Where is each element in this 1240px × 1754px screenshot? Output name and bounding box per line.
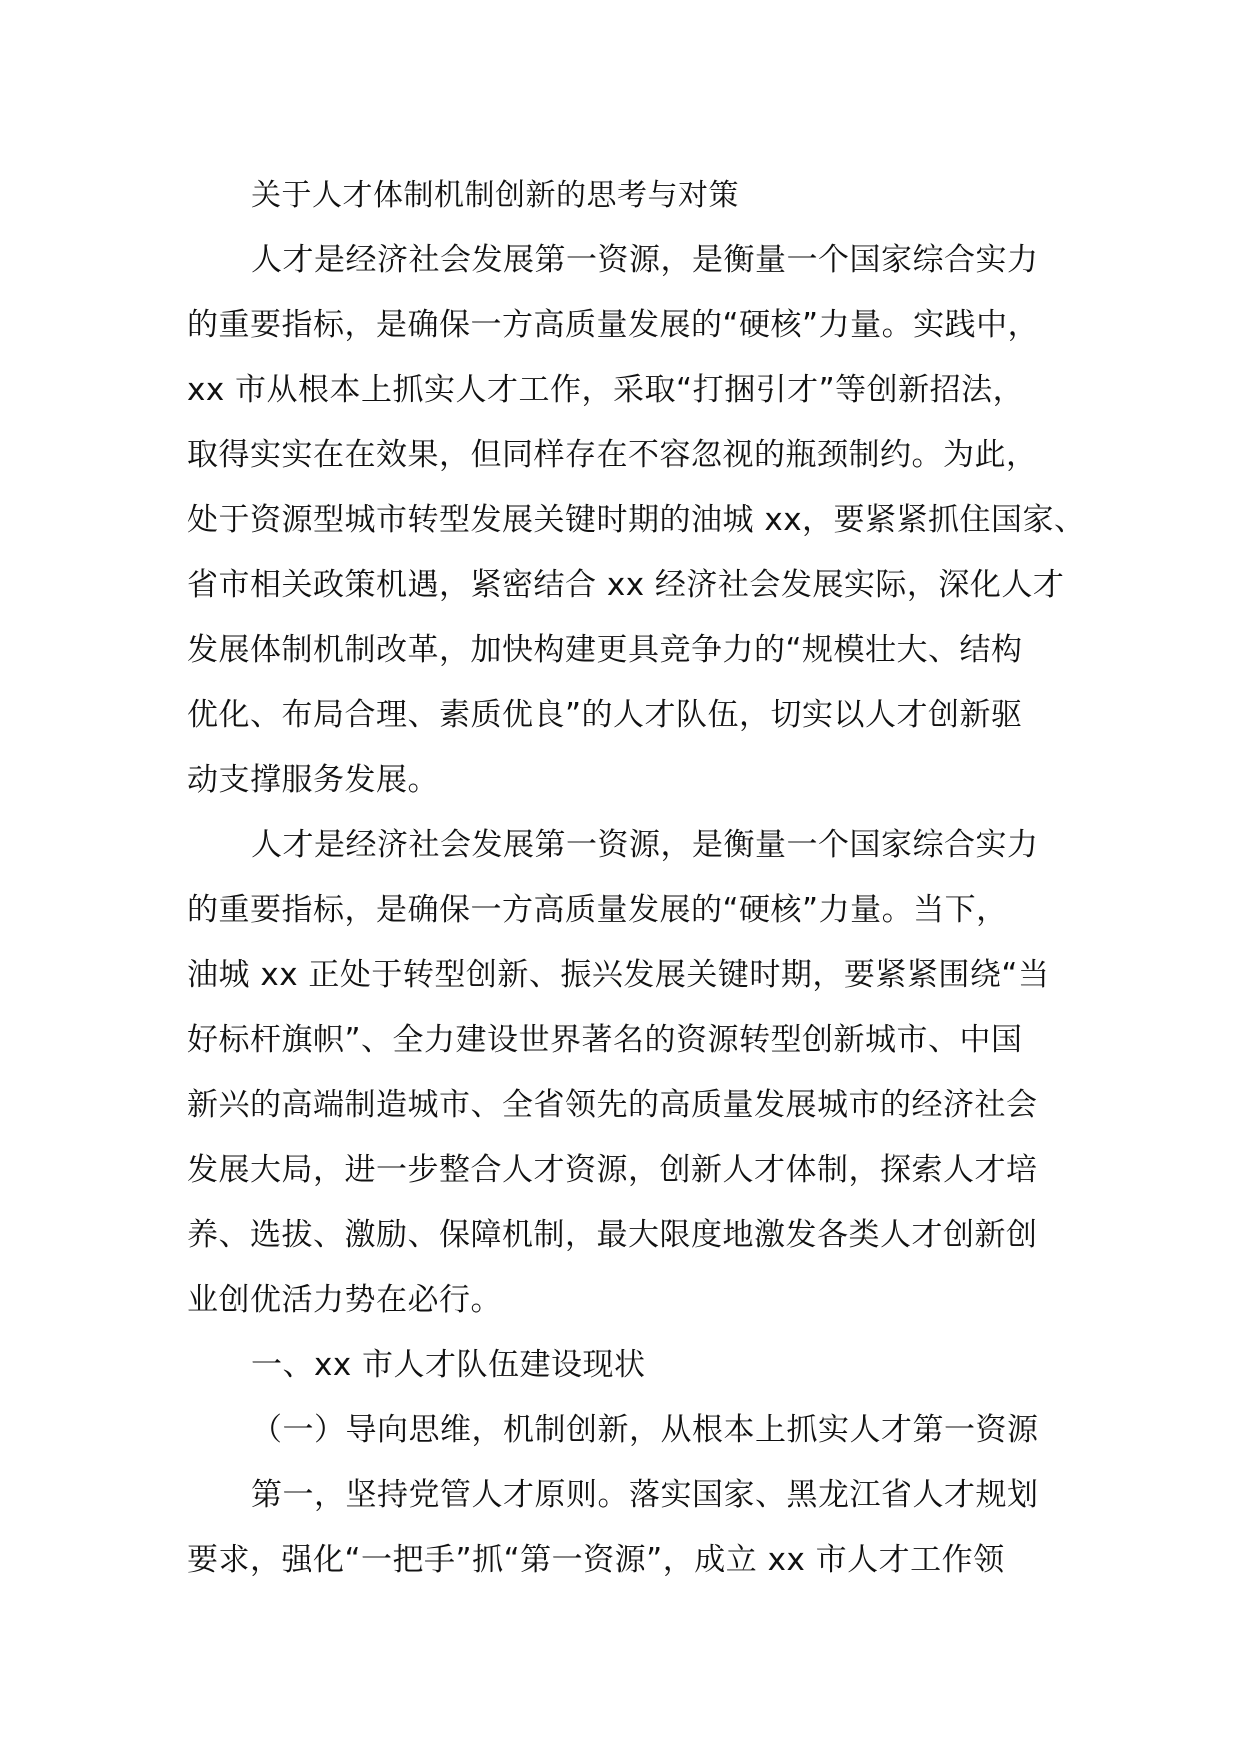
paragraph-2 xyxy=(187,813,1067,1333)
paragraph-1 xyxy=(187,228,1086,813)
section-heading: 一、xx 市人才队伍建设现状 xyxy=(251,1347,646,1383)
paragraph-line: 的重要指标，是确保一方高质量发展的“硬核”力量。实践中， xyxy=(187,307,1040,343)
paragraph-line: 动支撑服务发展。 xyxy=(187,762,439,798)
paragraph-line: 业创优活力势在必行。 xyxy=(187,1282,502,1318)
paragraph-line: xx 市从根本上抓实人才工作，采取“打捆引才”等创新招法， xyxy=(187,372,1025,408)
paragraph-line: 好标杆旗帜”、全力建设世界著名的资源转型创新城市、中国 xyxy=(187,1022,1023,1058)
paragraph-line: 优化、布局合理、素质优良”的人才队伍，切实以人才创新驱 xyxy=(187,697,1023,733)
paragraph-line: 人才是经济社会发展第一资源，是衡量一个国家综合实力 xyxy=(251,827,1039,863)
paragraph-line: 取得实实在在效果，但同样存在不容忽视的瓶颈制约。为此， xyxy=(187,437,1038,473)
paragraph-line: 发展大局，进一步整合人才资源，创新人才体制，探索人才培 xyxy=(187,1152,1038,1188)
document-title: 关于人才体制机制创新的思考与对策 xyxy=(251,178,739,213)
paragraph-3 xyxy=(187,1463,1067,1593)
paragraph-line: 省市相关政策机遇，紧密结合 xx 经济社会发展实际，深化人才 xyxy=(187,567,1065,603)
paragraph-line: 发展体制机制改革，加快构建更具竞争力的“规模壮大、结构 xyxy=(187,632,1023,668)
paragraph-line: 新兴的高端制造城市、全省领先的高质量发展城市的经济社会 xyxy=(187,1087,1038,1123)
paragraph-line: 处于资源型城市转型发展关键时期的油城 xx，要紧紧抓住国家、 xyxy=(187,502,1086,538)
paragraph-line: 油城 xx 正处于转型创新、振兴发展关键时期，要紧紧围绕“当 xyxy=(187,957,1050,993)
paragraph-line: 的重要指标，是确保一方高质量发展的“硬核”力量。当下， xyxy=(187,892,1008,928)
paragraph-line: 人才是经济社会发展第一资源，是衡量一个国家综合实力 xyxy=(251,242,1039,278)
subsection-heading: （一）导向思维，机制创新，从根本上抓实人才第一资源 xyxy=(251,1412,1039,1448)
paragraph-line: 第一，坚持党管人才原则。落实国家、黑龙江省人才规划 xyxy=(251,1477,1039,1513)
paragraph-line: 养、选拔、激励、保障机制，最大限度地激发各类人才创新创 xyxy=(187,1217,1038,1253)
document-body xyxy=(187,163,1086,1593)
paragraph-line: 要求，强化“一把手”抓“第一资源”，成立 xx 市人才工作领 xyxy=(187,1542,1005,1578)
